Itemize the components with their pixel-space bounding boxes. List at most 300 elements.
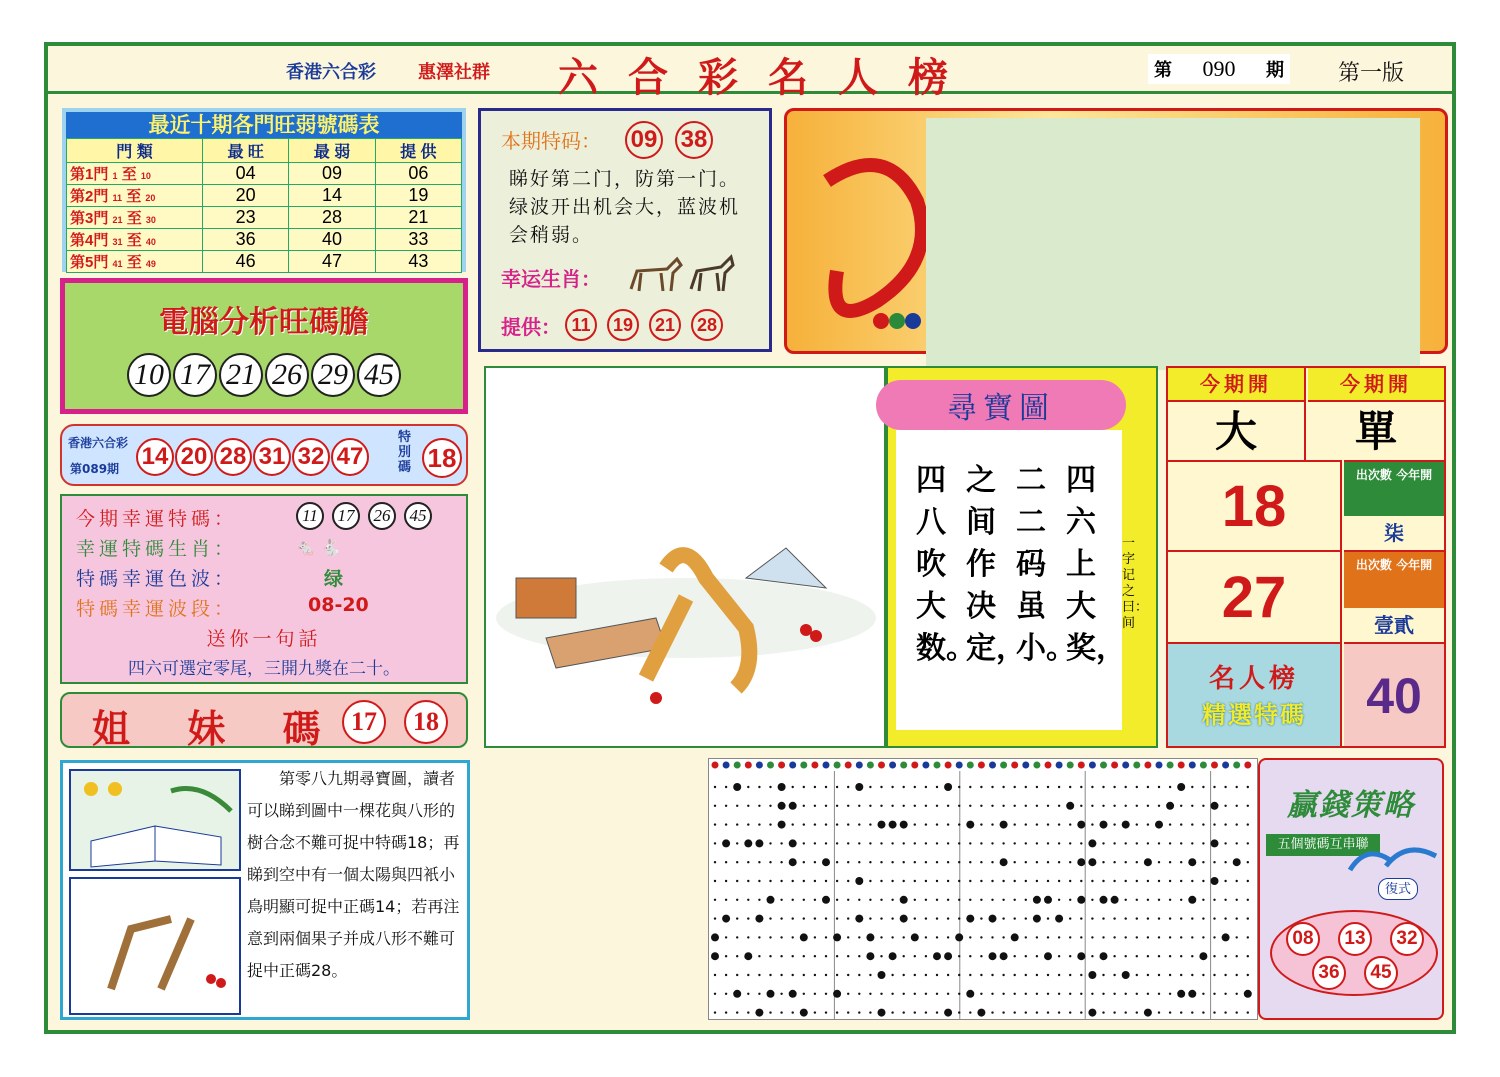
grid-dot (1158, 955, 1160, 957)
grid-dot (1213, 1011, 1215, 1013)
grid-dot (792, 955, 794, 957)
grid-dot (789, 839, 797, 847)
grid-dot (936, 842, 938, 844)
grid-dot (869, 917, 871, 919)
grid-dot (744, 839, 752, 847)
grid-dot (1247, 786, 1249, 788)
number-ball: 13 (1338, 922, 1372, 956)
grid-dot (847, 786, 849, 788)
grid-dot (836, 899, 838, 901)
table-header: 最 弱 (289, 139, 375, 163)
number-ball: 45 (404, 502, 432, 530)
grid-dot (778, 783, 786, 791)
grid-dot (1136, 993, 1138, 995)
grid-dot (1102, 786, 1104, 788)
number-ball: 17 (173, 353, 217, 397)
grid-dot (1222, 933, 1230, 941)
range-from: 31 (112, 237, 123, 247)
header-dot (1122, 762, 1129, 769)
grid-dot (866, 952, 874, 960)
grid-dot (725, 1011, 727, 1013)
header-dot (756, 762, 763, 769)
grid-dot (1113, 955, 1115, 957)
grid-dot (1014, 861, 1016, 863)
grid-dot (1202, 1011, 1204, 1013)
grid-dot (991, 805, 993, 807)
grid-dot (1014, 899, 1016, 901)
grid-dot (747, 936, 749, 938)
grid-dot (1247, 917, 1249, 919)
grid-dot (1091, 899, 1093, 901)
header-dot (845, 762, 852, 769)
grid-dot (1080, 842, 1082, 844)
grid-dot (980, 861, 982, 863)
grid-dot (1224, 993, 1226, 995)
grid-dot (755, 839, 763, 847)
tip-cell: 19 (375, 185, 461, 207)
grid-dot (1158, 880, 1160, 882)
grid-dot (1113, 861, 1115, 863)
grid-dot (1102, 880, 1104, 882)
grid-dot (725, 955, 727, 957)
lucky-label-3: 特碼幸運色波： (76, 568, 238, 590)
famous-pick: 40 (1344, 642, 1444, 746)
grid-dot (1047, 993, 1049, 995)
range-to-word: 至 (126, 232, 142, 249)
grid-dot (1058, 786, 1060, 788)
grid-dot (1091, 917, 1093, 919)
grid-dot (903, 842, 905, 844)
computer-numbers (65, 353, 463, 397)
grid-dot (969, 786, 971, 788)
computer-title: 電腦分析旺碼膽 (159, 305, 369, 340)
grid-dot (836, 823, 838, 825)
tree-icon (71, 879, 239, 1013)
grid-dot (722, 915, 730, 923)
grid-dot (1136, 805, 1138, 807)
grid-dot (1069, 823, 1071, 825)
issue-prefix: 第 (1154, 60, 1172, 81)
grid-dot (947, 823, 949, 825)
grid-dot (1125, 899, 1127, 901)
number-ball: 45 (1364, 956, 1398, 990)
grid-dot (1002, 880, 1004, 882)
grid-dot (714, 899, 716, 901)
grid-dot (1202, 974, 1204, 976)
grid-dot (1080, 805, 1082, 807)
grid-dot (1014, 917, 1016, 919)
header-dot (1011, 762, 1018, 769)
grid-dot (814, 786, 816, 788)
grid-dot (836, 842, 838, 844)
header-dot (989, 762, 996, 769)
grid-dot (858, 842, 860, 844)
grid-dot (1088, 971, 1096, 979)
grid-dot (725, 936, 727, 938)
grid-dot (847, 955, 849, 957)
grid-dot (991, 786, 993, 788)
header-dot (978, 762, 985, 769)
zodiac-label: 幸运生肖： (501, 267, 601, 291)
grid-dot (936, 1011, 938, 1013)
grid-dot (1080, 974, 1082, 976)
strategy-title: 贏錢策略 (1287, 788, 1415, 823)
count-number-1: 18 (1168, 460, 1342, 550)
grid-dot (1025, 974, 1027, 976)
lucky-panel (60, 494, 468, 684)
grid-dot (914, 842, 916, 844)
grid-dot (847, 880, 849, 882)
grid-dot (825, 1011, 827, 1013)
grid-dot (1002, 805, 1004, 807)
header-dot (934, 762, 941, 769)
grid-dot (1180, 880, 1182, 882)
special-ball: 18 (422, 438, 462, 478)
header-dot (778, 762, 785, 769)
grid-dot (925, 974, 927, 976)
poem-column: 二二码虽小。 (1016, 463, 1076, 666)
table-row (67, 207, 462, 229)
grid-dot (858, 1011, 860, 1013)
grid-dot (1147, 993, 1149, 995)
grid-dot (814, 1011, 816, 1013)
grid-dot (803, 805, 805, 807)
grid-dot (803, 974, 805, 976)
grid-dot (1113, 842, 1115, 844)
ten-period-title: 最近十期各門旺弱號碼表 (66, 112, 462, 138)
grid-dot (958, 1011, 960, 1013)
grid-dot (891, 880, 893, 882)
grid-dot (1136, 899, 1138, 901)
grid-dot (1025, 899, 1027, 901)
number-ball: 19 (607, 309, 639, 341)
header-dot (911, 762, 918, 769)
header-dot (1100, 762, 1107, 769)
grid-dot (958, 955, 960, 957)
grid-dot (947, 917, 949, 919)
grid-dot (1077, 952, 1085, 960)
grid-dot (733, 783, 741, 791)
grid-dot (855, 783, 863, 791)
grid-dot (1058, 993, 1060, 995)
grid-dot (1011, 933, 1019, 941)
grid-dot (936, 993, 938, 995)
grid-dot (1213, 917, 1215, 919)
grid-dot (869, 880, 871, 882)
header-dot (823, 762, 830, 769)
grid-dot (1147, 880, 1149, 882)
grid-dot (1191, 823, 1193, 825)
grid-dot (1091, 936, 1093, 938)
number-ball: 28 (214, 438, 252, 476)
grid-dot (1213, 861, 1215, 863)
header-dot (1045, 762, 1052, 769)
grid-dot (814, 805, 816, 807)
grid-dot (1025, 805, 1027, 807)
grid-dot (900, 896, 908, 904)
grid-dot (1014, 823, 1016, 825)
tip-cell: 21 (375, 207, 461, 229)
grid-dot (880, 786, 882, 788)
grid-dot (936, 861, 938, 863)
grid-dot (1180, 842, 1182, 844)
range-to: 40 (145, 237, 156, 247)
grid-dot (755, 1009, 763, 1017)
grid-dot (1136, 861, 1138, 863)
grid-dot (747, 917, 749, 919)
grid-dot (903, 993, 905, 995)
grid-dot (1191, 955, 1193, 957)
grid-dot (1147, 823, 1149, 825)
grid-dot (1100, 896, 1108, 904)
grid-dot (925, 805, 927, 807)
grid-dot (758, 955, 760, 957)
grid-dot (1202, 823, 1204, 825)
grid-dot (858, 899, 860, 901)
header-dot (967, 762, 974, 769)
tips-label: 提供： (501, 315, 561, 339)
hot-cell: 36 (203, 229, 289, 251)
grid-dot (889, 952, 897, 960)
grid-dot (1224, 861, 1226, 863)
grid-dot (758, 974, 760, 976)
header-dot (745, 762, 752, 769)
grid-dot (1036, 786, 1038, 788)
grid-dot (1233, 858, 1241, 866)
grid-dot (714, 880, 716, 882)
grid-dot (1236, 955, 1238, 957)
grid-dot (1058, 899, 1060, 901)
grid-dot (1069, 899, 1071, 901)
hot-cell: 23 (203, 207, 289, 229)
grid-dot (1069, 917, 1071, 919)
grid-dot (825, 955, 827, 957)
range-to-word: 至 (126, 188, 142, 205)
grid-dot (1147, 955, 1149, 957)
grid-dot (1180, 823, 1182, 825)
grid-dot (714, 842, 716, 844)
ad-placeholder (926, 118, 1420, 370)
grid-dot (1191, 917, 1193, 919)
grid-dot (869, 786, 871, 788)
grid-dot (1091, 955, 1093, 957)
grid-dot (1047, 823, 1049, 825)
cat-scene-illustration (486, 368, 884, 746)
grid-dot (1033, 915, 1041, 923)
grid-dot (878, 821, 886, 829)
number-ball: 09 (625, 121, 663, 159)
grid-dot (936, 805, 938, 807)
grid-dot (903, 955, 905, 957)
grid-dot (714, 917, 716, 919)
grid-dot (1091, 786, 1093, 788)
grid-dot (1158, 974, 1160, 976)
grid-dot (1000, 821, 1008, 829)
poem-column: 四八吹大数。 (916, 463, 976, 666)
last-draw-issue: 第089期 (70, 462, 120, 476)
strategy-sub: 五個號碼互串聯 (1266, 834, 1380, 856)
grid-dot (991, 936, 993, 938)
grid-dot (1224, 880, 1226, 882)
ten-period-panel (62, 108, 466, 272)
grid-dot (714, 861, 716, 863)
grid-dot (736, 1011, 738, 1013)
tip-cell: 43 (375, 251, 461, 273)
this-open-label-2: 今期開 (1308, 368, 1444, 400)
grid-dot (947, 993, 949, 995)
grid-dot (1002, 842, 1004, 844)
grid-dot (1158, 936, 1160, 938)
grid-dot (1044, 896, 1052, 904)
grid-dot (736, 823, 738, 825)
grid-dot (1102, 1011, 1104, 1013)
grid-dot (969, 936, 971, 938)
grid-dot (1080, 993, 1082, 995)
grid-dot (847, 936, 849, 938)
grid-dot (1025, 786, 1027, 788)
grid-dot (747, 805, 749, 807)
header-dot (1156, 762, 1163, 769)
grid-dot (900, 821, 908, 829)
book-illustration (69, 769, 241, 871)
grid-dot (769, 936, 771, 938)
number-ball: 18 (404, 700, 448, 744)
grid-dot (725, 861, 727, 863)
grid-dot (1125, 1011, 1127, 1013)
grid-dot (825, 786, 827, 788)
horse-icons (621, 251, 741, 297)
grid-dot (1125, 805, 1127, 807)
grid-dot (1122, 821, 1130, 829)
grid-dot (914, 805, 916, 807)
grid-dot (1136, 823, 1138, 825)
header-dot (1189, 762, 1196, 769)
grid-dot (803, 823, 805, 825)
grid-dot (903, 936, 905, 938)
grid-dot (758, 899, 760, 901)
grid-dot (1125, 917, 1127, 919)
grid-dot (1000, 858, 1008, 866)
grid-dot (891, 899, 893, 901)
grid-dot (1025, 1011, 1027, 1013)
poem-area (896, 430, 1126, 730)
grid-dot (714, 823, 716, 825)
grid-dot (958, 842, 960, 844)
grid-dot (1247, 1011, 1249, 1013)
grid-dot (780, 861, 782, 863)
grid-dot (1224, 955, 1226, 957)
grid-dot (803, 955, 805, 957)
count-value-2: 壹貳 (1374, 613, 1414, 637)
header-dot (767, 762, 774, 769)
grid-dot (903, 861, 905, 863)
grid-dot (880, 880, 882, 882)
grid-dot (1169, 955, 1171, 957)
grid-dot (1191, 974, 1193, 976)
grid-dot (1202, 786, 1204, 788)
lucky-color: 绿 (324, 568, 344, 590)
grid-dot (803, 917, 805, 919)
grid-dot (736, 861, 738, 863)
grid-dot (1014, 786, 1016, 788)
number-ball: 17 (342, 700, 386, 744)
poem-side-note: 一字记之曰：间 (1122, 536, 1149, 631)
grid-dot (836, 861, 838, 863)
grid-dot (1188, 858, 1196, 866)
row-label: 第3門 (70, 210, 109, 227)
header-dot (834, 762, 841, 769)
grid-dot (758, 936, 760, 938)
header-dot (1111, 762, 1118, 769)
grid-dot (991, 974, 993, 976)
grid-dot (792, 1011, 794, 1013)
range-to: 20 (145, 193, 156, 203)
grid-dot (1169, 993, 1171, 995)
grid-dot (736, 955, 738, 957)
grid-dot (825, 823, 827, 825)
grid-dot (903, 786, 905, 788)
grid-dot (1077, 896, 1085, 904)
grid-dot (1144, 1009, 1152, 1017)
grid-dot (869, 823, 871, 825)
grid-dot (1036, 842, 1038, 844)
grid-dot (1058, 842, 1060, 844)
grid-dot (803, 786, 805, 788)
grid-dot (1147, 842, 1149, 844)
grid-dot (925, 786, 927, 788)
number-ball: 36 (1312, 956, 1346, 990)
grid-dot (747, 861, 749, 863)
grid-dot (869, 993, 871, 995)
grid-dot (991, 842, 993, 844)
grid-dot (936, 974, 938, 976)
grid-dot (925, 899, 927, 901)
computer-panel (60, 278, 468, 414)
grid-dot (980, 842, 982, 844)
grid-dot (814, 842, 816, 844)
range-from: 1 (112, 171, 118, 181)
grid-dot (1125, 955, 1127, 957)
grid-dot (1069, 1011, 1071, 1013)
grid-dot (825, 917, 827, 919)
grid-dot (1014, 955, 1016, 957)
grid-dot (958, 974, 960, 976)
grid-dot (1102, 974, 1104, 976)
grid-dot (1247, 805, 1249, 807)
grid-dot (1169, 880, 1171, 882)
grid-dot (847, 899, 849, 901)
grid-dot (1080, 880, 1082, 882)
grid-dot (1058, 936, 1060, 938)
grid-dot (1136, 842, 1138, 844)
grid-dot (1213, 955, 1215, 957)
grid-dot (725, 786, 727, 788)
grid-dot (1091, 993, 1093, 995)
grid-dot (725, 974, 727, 976)
grid-dot (1069, 955, 1071, 957)
grid-dot (925, 1011, 927, 1013)
grid-dot (1025, 936, 1027, 938)
book-icon (71, 771, 239, 869)
grid-dot (1025, 993, 1027, 995)
grid-dot (736, 936, 738, 938)
grid-dot (914, 974, 916, 976)
grid-dot (980, 880, 982, 882)
count-label-2: 出次數 今年開 (1344, 550, 1444, 608)
table-row (67, 185, 462, 207)
grid-dot (914, 955, 916, 957)
grid-dot (903, 974, 905, 976)
